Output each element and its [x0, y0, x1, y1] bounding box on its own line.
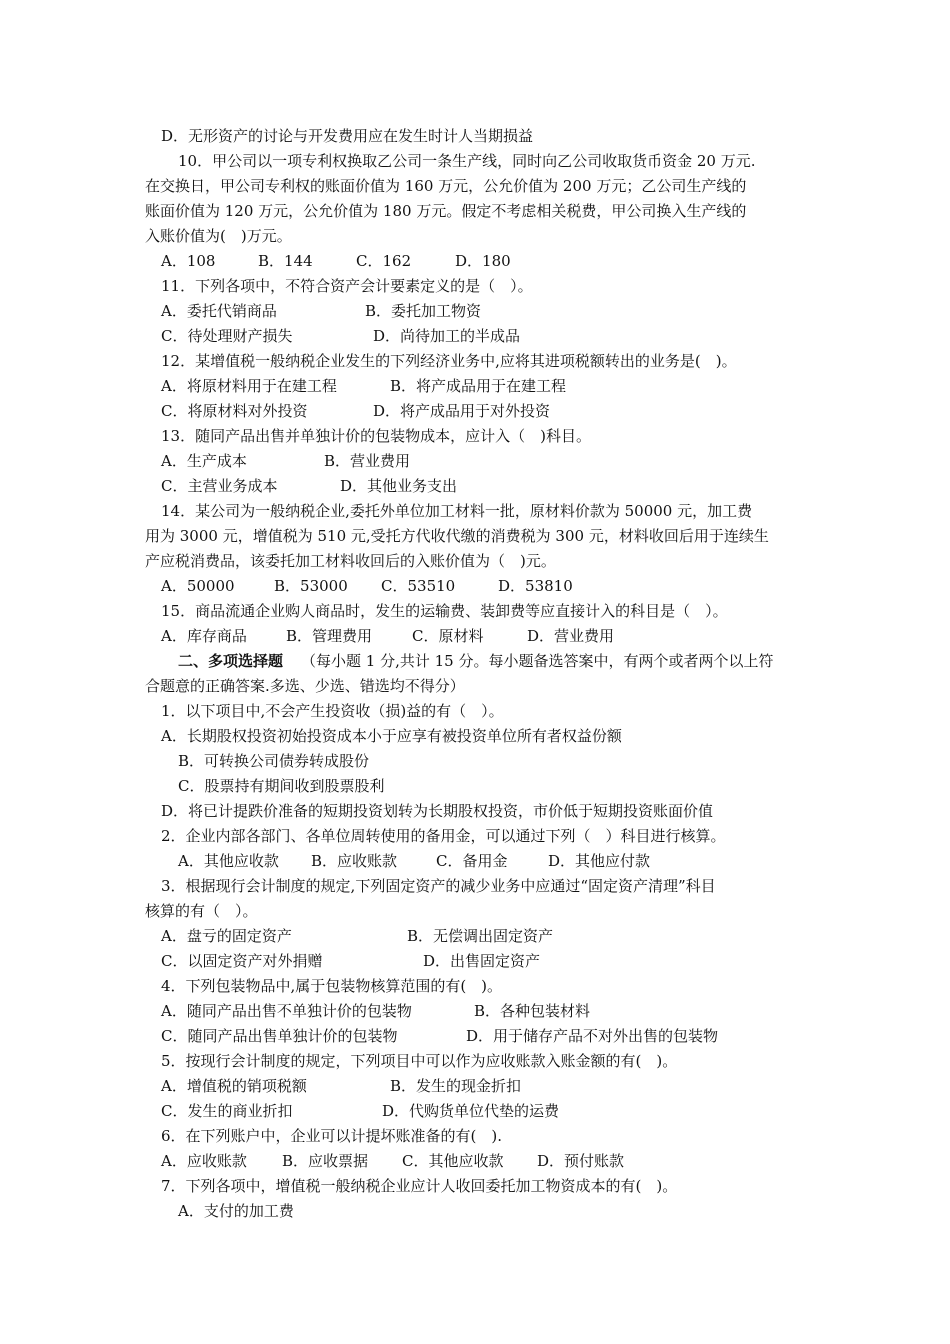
line-20-segment-1: B．管理费用 — [286, 627, 373, 645]
line-5-segment-2: C．162 — [356, 252, 412, 270]
line-41-segment-1: B．应收票据 — [282, 1152, 369, 1170]
text-line-23: 1．以下项目中,不会产生投资收（损)益的有（ ）。 — [161, 702, 504, 720]
line-5-segment-1: B．144 — [258, 252, 313, 270]
line-10-segment-1: B．将产成品用于在建工程 — [390, 377, 567, 395]
text-line-22: 合题意的正确答案.多选、少选、错选均不得分） — [145, 677, 465, 695]
line-18-segment-3: D．53810 — [498, 577, 573, 595]
text-line-1: 10．甲公司以一项专利权换取乙公司一条生产线，同时向乙公司收取货币资金 20 万元. — [178, 152, 756, 170]
line-35-segment-0: A．随同产品出售不单独计价的包装物 — [161, 1002, 412, 1020]
line-38-segment-1: B．发生的现金折扣 — [390, 1077, 522, 1095]
line-10-segment-0: A．将原材料用于在建工程 — [161, 377, 337, 395]
line-11-segment-0: C．将原材料对外投资 — [161, 402, 308, 420]
line-29-segment-3: D．其他应付款 — [548, 852, 651, 870]
text-line-40: 6．在下列账户中，企业可以计提坏账准备的有( ). — [161, 1127, 503, 1145]
line-5-segment-0: A．108 — [161, 252, 216, 270]
line-36-segment-0: C．随同产品出售单独计价的包装物 — [161, 1027, 398, 1045]
text-line-6: 11．下列各项中，不符合资产会计要素定义的是（ ）。 — [161, 277, 533, 295]
text-line-17: 产应税消费品，该委托加工材料收回后的入账价值为（ )元。 — [145, 552, 556, 570]
line-32-segment-1: B．无偿调出固定资产 — [407, 927, 554, 945]
line-36-segment-1: D．用于储存产品不对外出售的包装物 — [466, 1027, 719, 1045]
line-18-segment-2: C．53510 — [381, 577, 456, 595]
text-line-4: 入账价值为( )万元。 — [145, 227, 292, 245]
line-13-segment-1: B．营业费用 — [324, 452, 411, 470]
text-line-2: 在交换日，甲公司专利权的账面价值为 160 万元，公允价值为 200 万元；乙公司生产线的 — [145, 177, 747, 195]
line-33-segment-0: C．以固定资产对外捐赠 — [161, 952, 323, 970]
text-line-0: D．无形资产的讨论与开发费用应在发生时计人当期损益 — [161, 127, 534, 145]
line-8-segment-1: D．尚待加工的半成品 — [373, 327, 521, 345]
line-18-segment-0: A．50000 — [161, 577, 235, 595]
text-line-37: 5．按现行会计制度的规定，下列项目中可以作为应收账款入账金额的有( )。 — [161, 1052, 678, 1070]
line-21-segment-1: （每小题 1 分,共计 15 分。每小题备选答案中，有两个或者两个以上符 — [301, 652, 774, 670]
text-line-27: D．将已计提跌价准备的短期投资划转为长期股权投资，市价低于短期投资账面价值 — [161, 802, 714, 820]
line-33-segment-1: D．出售固定资产 — [423, 952, 541, 970]
line-38-segment-0: A．增值税的销项税额 — [161, 1077, 307, 1095]
text-line-24: A．长期股权投资初始投资成本小于应享有被投资单位所有者权益份额 — [161, 727, 622, 745]
text-line-30: 3．根据现行会计制度的规定,下列固定资产的减少业务中应通过“固定资产清理”科目 — [161, 877, 716, 895]
text-line-9: 12．某增值税一般纳税企业发生的下列经济业务中,应将其进项税额转出的业务是( )。 — [161, 352, 737, 370]
text-line-19: 15．商品流通企业购人商品时，发生的运输费、装卸费等应直接计入的科目是（ ）。 — [161, 602, 728, 620]
text-line-16: 用为 3000 元，增值税为 510 元,受托方代收代缴的消费税为 300 元，材料收回后用于连续生 — [145, 527, 769, 545]
line-35-segment-1: B．各种包装材料 — [474, 1002, 591, 1020]
line-32-segment-0: A．盘亏的固定资产 — [161, 927, 292, 945]
text-line-34: 4．下列包装物品中,属于包装物核算范围的有( )。 — [161, 977, 503, 995]
line-11-segment-1: D．将产成品用于对外投资 — [373, 402, 551, 420]
line-14-segment-1: D．其他业务支出 — [340, 477, 458, 495]
line-18-segment-1: B．53000 — [274, 577, 348, 595]
line-7-segment-0: A．委托代销商品 — [161, 302, 277, 320]
line-13-segment-0: A．生产成本 — [161, 452, 247, 470]
line-8-segment-0: C．待处理财产损失 — [161, 327, 293, 345]
line-41-segment-2: C．其他应收款 — [402, 1152, 504, 1170]
line-20-segment-2: C．原材料 — [412, 627, 484, 645]
text-line-26: C．股票持有期间收到股票股利 — [178, 777, 385, 795]
text-line-3: 账面价值为 120 万元，公允价值为 180 万元。假定不考虑相关税费，甲公司换入生产线的 — [145, 202, 747, 220]
text-line-25: B．可转换公司债券转成股份 — [178, 752, 370, 770]
line-41-segment-3: D．预付账款 — [537, 1152, 625, 1170]
line-41-segment-0: A．应收账款 — [161, 1152, 247, 1170]
line-20-segment-0: A．库存商品 — [161, 627, 247, 645]
line-21-segment-0: 二、多项选择题 — [178, 652, 284, 670]
text-line-43: A．支付的加工费 — [178, 1202, 294, 1220]
line-5-segment-3: D．180 — [455, 252, 511, 270]
line-20-segment-3: D．营业费用 — [527, 627, 615, 645]
line-14-segment-0: C．主营业务成本 — [161, 477, 278, 495]
text-line-12: 13．随同产品出售并单独计价的包装物成本，应计入（ )科目。 — [161, 427, 591, 445]
text-line-15: 14．某公司为一般纳税企业,委托外单位加工材料一批，原材料价款为 50000 元，加工费 — [161, 502, 753, 520]
line-7-segment-1: B．委托加工物资 — [365, 302, 482, 320]
text-line-28: 2．企业内部各部门、各单位周转使用的备用金，可以通过下列（ ）科目进行核算。 — [161, 827, 726, 845]
line-29-segment-1: B．应收账款 — [311, 852, 398, 870]
text-line-42: 7．下列各项中，增值税一般纳税企业应计人收回委托加工物资成本的有( )。 — [161, 1177, 678, 1195]
text-line-31: 核算的有（ ）。 — [145, 902, 258, 920]
line-29-segment-2: C．备用金 — [436, 852, 508, 870]
line-29-segment-0: A．其他应收款 — [178, 852, 279, 870]
line-39-segment-0: C．发生的商业折扣 — [161, 1102, 293, 1120]
line-39-segment-1: D．代购货单位代垫的运费 — [382, 1102, 560, 1120]
